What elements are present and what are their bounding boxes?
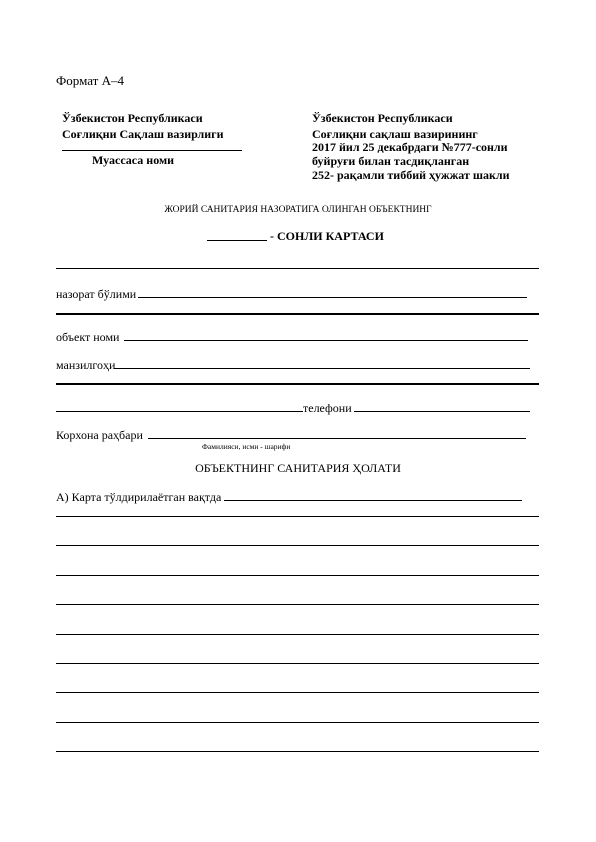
institution-name-label: Муассаса номи — [92, 153, 175, 167]
blank-line — [56, 722, 539, 723]
left-header-line1: Ўзбекистон Республикаси — [62, 111, 203, 125]
item-a-field-line — [224, 500, 522, 501]
right-header-line3: 2017 йил 25 декабрдаги №777-сонли — [312, 140, 508, 154]
address-field-line — [114, 368, 530, 369]
institution-name-line — [62, 150, 242, 151]
separator-line — [56, 383, 539, 385]
separator-line — [56, 268, 539, 269]
blank-line — [56, 604, 539, 605]
manager-hint: Фамилияси, исми - шарифи — [202, 442, 291, 451]
department-field-line — [138, 297, 527, 298]
blank-line — [56, 663, 539, 664]
blank-line — [56, 634, 539, 635]
manager-field-line — [148, 438, 526, 439]
department-label: назорат бўлими — [56, 287, 137, 301]
blank-line — [56, 751, 539, 752]
doc-title-line1: ЖОРИЙ САНИТАРИЯ НАЗОРАТИГА ОЛИНГАН ОБЪЕКТНИНГ — [164, 205, 432, 215]
format-label: Формат А–4 — [56, 73, 124, 88]
manager-label: Корхона раҳбари — [56, 428, 143, 442]
separator-line — [56, 313, 539, 315]
phone-prefix-line — [56, 411, 303, 412]
phone-label: телефони — [303, 401, 352, 415]
phone-field-line — [354, 411, 530, 412]
blank-line — [56, 545, 539, 546]
item-a-label: А) Карта тўлдирилаётган вақтда — [56, 490, 222, 504]
right-header-line5: 252- рақамли тиббий ҳужжат шакли — [312, 168, 510, 182]
blank-line — [56, 575, 539, 576]
right-header-line1: Ўзбекистон Республикаси — [312, 111, 453, 125]
left-header-line2: Соғлиқни Сақлаш вазирлиги — [62, 127, 224, 141]
right-header-line4: буйруғи билан тасдиқланган — [312, 154, 470, 168]
address-label: манзилгоҳи — [56, 358, 116, 372]
right-header-line2: Соғлиқни сақлаш вазирининг — [312, 127, 478, 141]
doc-title-line2: - СОНЛИ КАРТАСИ — [270, 229, 384, 243]
section-title: ОБЪЕКТНИНГ САНИТАРИЯ ҲОЛАТИ — [195, 461, 401, 475]
blank-line — [56, 692, 539, 693]
object-name-label: объект номи — [56, 330, 120, 344]
card-number-line — [207, 240, 267, 241]
object-name-field-line — [124, 340, 528, 341]
blank-line — [56, 516, 539, 517]
